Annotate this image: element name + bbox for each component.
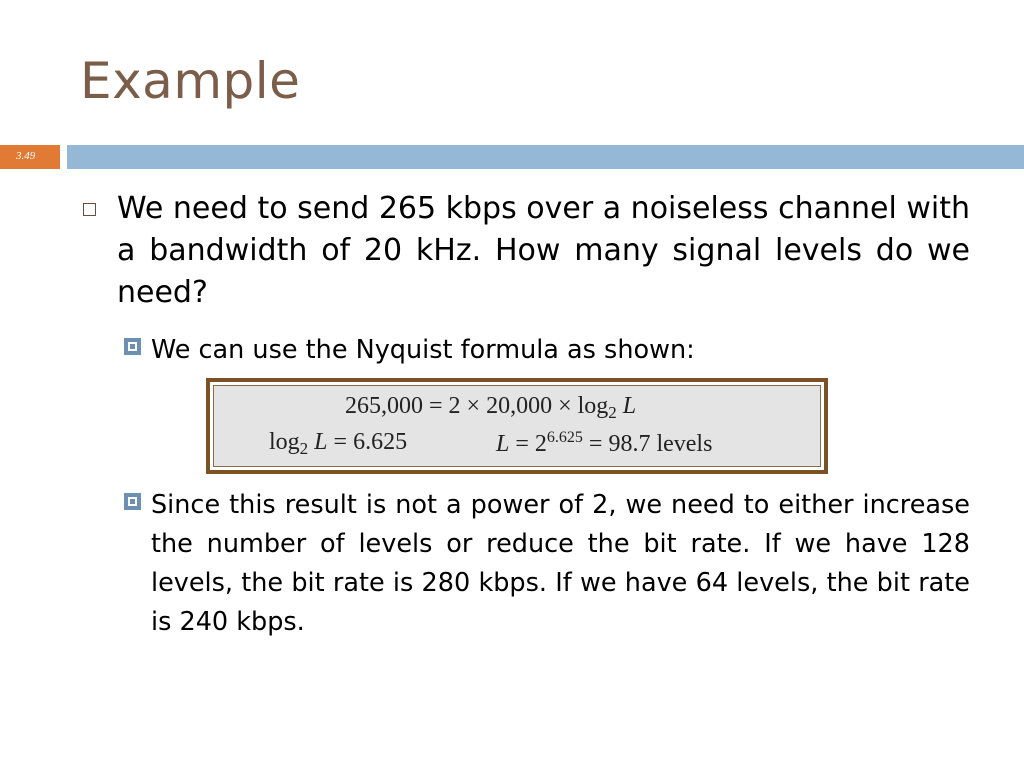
slide-title: Example bbox=[80, 52, 301, 110]
slide-number: 3.49 bbox=[16, 150, 36, 162]
main-bullet bbox=[80, 188, 970, 314]
formula-box bbox=[206, 378, 828, 474]
sub-bullet-conclusion bbox=[124, 486, 970, 642]
formula-line-2-log: $\log_2 L = 6.625$ bbox=[269, 429, 408, 458]
header-bar bbox=[67, 145, 1024, 169]
sub-bullet-nyquist bbox=[124, 331, 970, 370]
sub-bullet-text: We can use the Nyquist formula as shown: bbox=[151, 335, 695, 365]
main-bullet-text: We need to send 265 kbps over a noiseless channel with a bandwidth of 20 kHz. How many signal levels do we need? bbox=[117, 191, 970, 310]
square-bullet-icon bbox=[124, 493, 141, 510]
formula-line-2-result: $L = 2^{6.625} = 98.7$ levels bbox=[496, 429, 713, 457]
sub-bullet-text: Since this result is not a power of 2, we need to either increase the number of levels or reduce the bit rate. If we have 128 levels, the bit rate is 280 kbps. If we have 64 levels, the bit rate is 240 kbps. bbox=[151, 490, 970, 637]
square-bullet-icon bbox=[124, 338, 141, 355]
hollow-square-bullet-icon bbox=[83, 203, 96, 216]
formula-line-1: $265,000 = 2 \times 20,000 \times \log_2 L$ bbox=[345, 393, 637, 422]
